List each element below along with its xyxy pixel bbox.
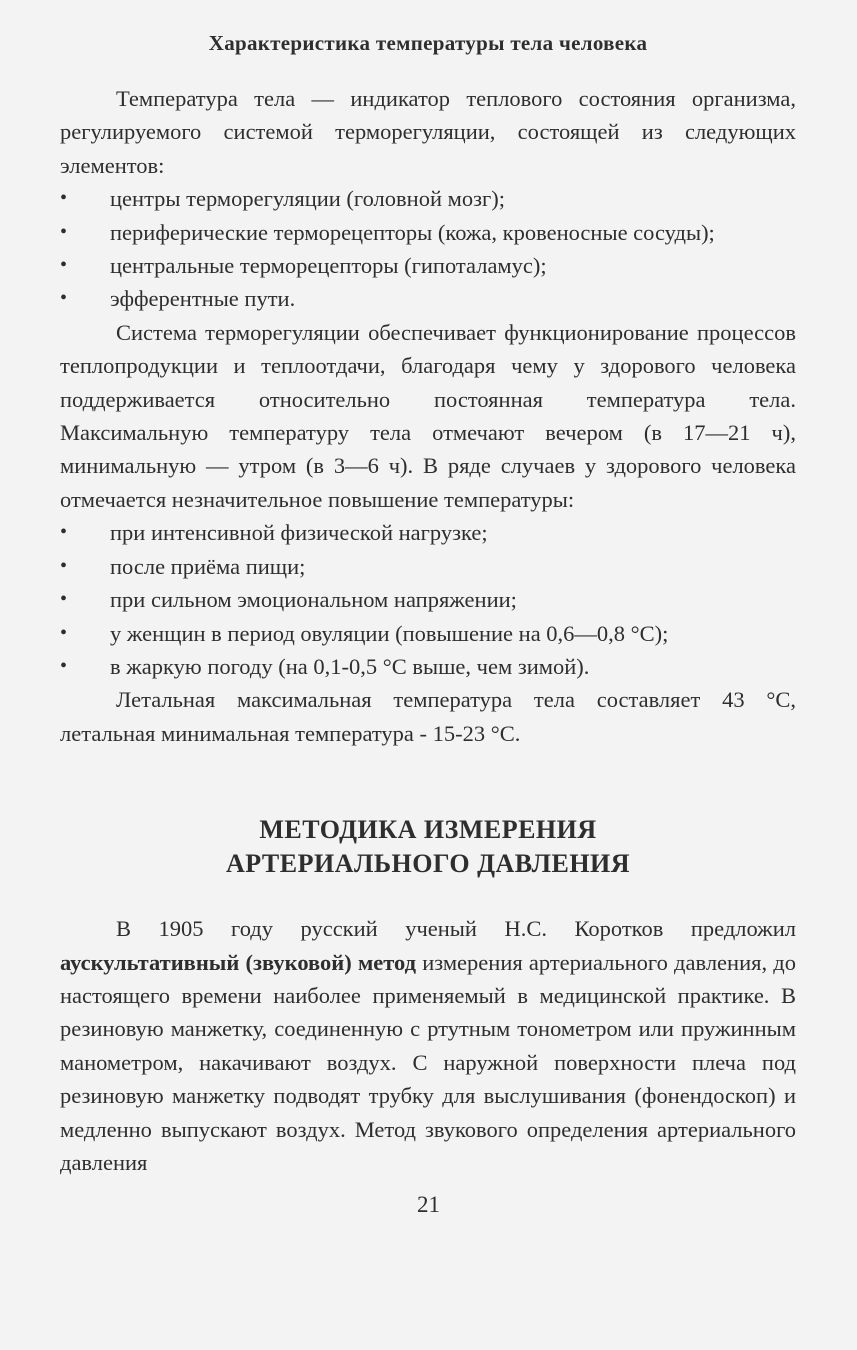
body-paragraph: Система терморегуляции обеспечивает функционирование процессов теплопродукции и теплоотдачи, благодаря чему у здорового человека поддерживается относительно постоянная температура тела. Максимальную температуру тела отмечают вечером (в 17—21 ч), минимальную — утром (в 3—6 ч). В ряде случаев у здорового человека отмечается незначительное повышение температуры: (60, 319, 796, 512)
intro-paragraph: Температура тела — индикатор теплового состояния организма, регулируемого системой терморегуляции, состоящей из следующих элементов: (60, 86, 796, 178)
list-item: • после приёма пищи; (60, 550, 796, 583)
bullet-icon: • (60, 588, 68, 611)
list-item: • при сильном эмоциональном напряжении; (60, 583, 796, 616)
list-item: • эфферентные пути. (60, 282, 796, 315)
section-title: Характеристика температуры тела человека (208, 31, 648, 55)
list-item: • центры терморегуляции (головной мозг); (60, 182, 796, 215)
bullet-icon: • (60, 554, 68, 577)
thermoregulation-list (60, 182, 796, 316)
list-item: • периферические терморецепторы (кожа, кровеносные сосуды); (60, 216, 796, 249)
bullet-icon: • (60, 621, 68, 644)
list-item: • у женщин в период овуляции (повышение на 0,6—0,8 °С); (60, 617, 796, 650)
bullet-icon: • (60, 654, 68, 677)
bullet-icon: • (60, 187, 68, 210)
page-content (60, 28, 796, 1179)
body-paragraph: В 1905 году русский ученый Н.С. Коротков предложил аускультативный (звуковой) метод измерения артериального давления, до настоящего времени наиболее применяемый в медицинской практике. В резиновую манжетку, соединенную с ртутным тонометром или пружинным манометром, накачивают воздух. С наружной поверхности плеча под резиновую манжетку подводят трубку для выслушивания (фонендоскоп) и медленно выпускают воздух. Метод звукового определения артериального давления (60, 916, 796, 1175)
bullet-icon: • (60, 521, 68, 544)
list-item: • при интенсивной физической нагрузке; (60, 516, 796, 549)
list-item: • центральные терморецепторы (гипоталамус); (60, 249, 796, 282)
bullet-icon: • (60, 220, 68, 243)
temperature-increase-list (60, 516, 796, 683)
bullet-icon: • (60, 287, 68, 310)
bold-term: аускультативный (звуковой) метод (60, 949, 416, 975)
heading-line: АРТЕРИАЛЬНОГО ДАВЛЕНИЯ (225, 849, 631, 879)
bullet-icon: • (60, 254, 68, 277)
heading-line: МЕТОДИКА ИЗМЕРЕНИЯ (259, 815, 597, 845)
list-item: • в жаркую погоду (на 0,1-0,5 °С выше, чем зимой). (60, 650, 796, 683)
body-paragraph: Летальная максимальная температура тела составляет 43 °С, летальная минимальная температура - 15-23 °С. (60, 687, 796, 746)
page-number: 21 (417, 1192, 440, 1217)
section-heading (60, 813, 796, 881)
